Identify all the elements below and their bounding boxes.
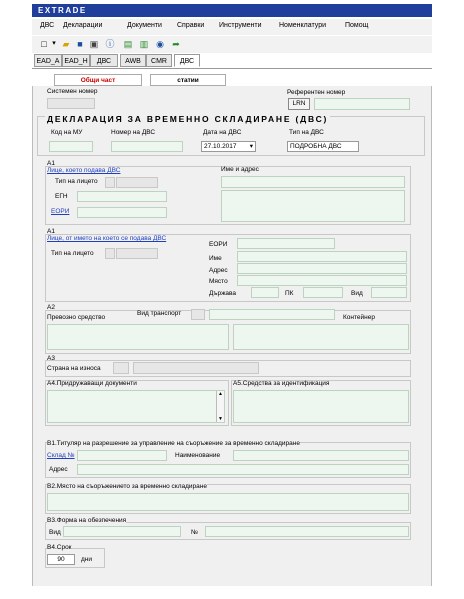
dropdown-icon[interactable]: ▾: [52, 40, 56, 47]
tab-awb[interactable]: AWB: [120, 54, 146, 67]
menu-help[interactable]: Помощ: [345, 22, 369, 29]
print-icon[interactable]: ▣: [89, 39, 99, 49]
behalf-type-label: Вид: [351, 290, 363, 297]
a2-section-label: А2: [47, 304, 55, 311]
scroll-up-icon[interactable]: ▲: [218, 391, 223, 397]
menu-tools[interactable]: Инструменти: [219, 22, 262, 29]
submitter-name-address-label: Име и адрес: [221, 166, 259, 173]
a3-section-label: А3: [47, 355, 55, 362]
b2-label: В2.Място на съоръжението за временно складиране: [47, 483, 207, 490]
tab-items[interactable]: статии: [150, 74, 226, 86]
reference-number-label: Референтен номер: [287, 89, 346, 96]
b1-name-label: Наименование: [175, 452, 221, 459]
export-country-code[interactable]: [113, 362, 129, 374]
warehouse-number-link[interactable]: Склад №: [47, 452, 75, 459]
submitter-person-type-code[interactable]: [105, 177, 115, 188]
behalf-name-field[interactable]: [237, 251, 407, 262]
vehicle-label: Превозно средство: [47, 314, 106, 321]
toolbar: [32, 36, 432, 53]
tab-dvs-active[interactable]: ДВС: [174, 54, 200, 67]
behalf-country-field[interactable]: [251, 287, 279, 298]
dvs-date-value: 27.10.2017: [204, 143, 237, 150]
submitter-person-type-label: Тип на лицето: [55, 178, 98, 185]
term-days-unit: дни: [81, 556, 93, 563]
behalf-pk-label: ПК: [285, 290, 294, 297]
chevron-down-icon[interactable]: ▾: [249, 143, 253, 150]
tab-divider: [32, 68, 432, 69]
submitter-name-field[interactable]: [221, 176, 405, 188]
submitter-egn-label: ЕГН: [55, 193, 68, 200]
mu-code-field[interactable]: [49, 141, 93, 152]
tab-cmr[interactable]: CMR: [146, 54, 172, 67]
behalf-place-field[interactable]: [237, 275, 407, 286]
menu-documents[interactable]: Документи: [127, 22, 162, 29]
behalf-person-type-field[interactable]: [116, 248, 158, 259]
app-title: EXTRADE: [38, 6, 87, 15]
open-folder-icon[interactable]: ▰: [62, 39, 70, 49]
behalf-link[interactable]: Лице, от името на което се подава ДВС: [47, 235, 167, 242]
dvs-date-picker[interactable]: [201, 141, 256, 152]
accompanying-documents-list[interactable]: [47, 390, 225, 423]
tab-general-part[interactable]: Общи част: [54, 74, 142, 86]
lrn-button[interactable]: LRN: [288, 98, 310, 110]
a1-behalf-section-label: А1: [47, 228, 55, 235]
behalf-eori-label: ЕОРИ: [209, 241, 228, 248]
form-panel: [32, 86, 432, 586]
dvs-number-field[interactable]: [111, 141, 183, 152]
transport-type-code[interactable]: [191, 309, 205, 320]
reference-number-field[interactable]: [314, 98, 410, 110]
dvs-number-label: Номер на ДВС: [111, 129, 156, 136]
behalf-place-label: Място: [209, 278, 228, 285]
a1-section-label: А1: [47, 160, 55, 167]
menu-bar: [32, 19, 432, 35]
behalf-person-type-label: Тип на лицето: [51, 250, 94, 257]
b2-location-field[interactable]: [47, 493, 409, 511]
b3-number-label: №: [191, 529, 198, 536]
submitter-address-field[interactable]: [221, 190, 405, 222]
b3-type-field[interactable]: [63, 526, 181, 537]
b4-title: В4.Срок: [47, 544, 72, 551]
b1-name-field[interactable]: [233, 450, 409, 461]
transport-type-label: Вид транспорт: [137, 310, 182, 317]
a5-label: А5.Средства за идентификация: [233, 380, 330, 387]
behalf-eori-field[interactable]: [237, 238, 335, 249]
tab-ead-a[interactable]: EAD_A: [34, 54, 62, 67]
behalf-person-type-code[interactable]: [105, 248, 115, 259]
behalf-type-field[interactable]: [371, 287, 407, 298]
a4-scrollbar[interactable]: [216, 391, 224, 422]
system-number-field: [47, 98, 95, 109]
scroll-down-icon[interactable]: ▼: [218, 416, 223, 422]
tab-dvs[interactable]: ДВС: [90, 54, 118, 67]
info-icon[interactable]: ⓘ: [105, 39, 115, 49]
behalf-address-label: Адрес: [209, 267, 228, 274]
warehouse-number-field[interactable]: [77, 450, 167, 461]
a4-label: А4.Придружаващи документи: [47, 380, 137, 387]
submitter-eori-link[interactable]: ЕОРИ: [51, 208, 70, 215]
dvs-type-label: Тип на ДВС: [289, 129, 324, 136]
term-days-field[interactable]: 90: [47, 554, 75, 565]
menu-dvs[interactable]: ДВС: [40, 22, 55, 29]
declaration-title: ДЕКЛАРАЦИЯ ЗА ВРЕМЕННО СКЛАДИРАНЕ (ДВС): [47, 114, 329, 124]
tab-ead-h[interactable]: EAD_H: [62, 54, 90, 67]
dvs-date-label: Дата на ДВС: [203, 129, 242, 136]
submitter-eori-field[interactable]: [77, 207, 167, 218]
behalf-address-field[interactable]: [237, 263, 407, 274]
save-icon[interactable]: ■: [77, 39, 83, 49]
b3-type-label: Вид: [49, 529, 61, 536]
container-label: Контейнер: [343, 314, 375, 321]
behalf-country-label: Държава: [209, 290, 237, 297]
b1-title: В1.Титуляр на разрешение за управление на съоръжение за временно складиране: [47, 440, 300, 447]
b3-title: В3.Форма на обезпечения: [47, 517, 127, 524]
container-field[interactable]: [233, 324, 409, 350]
submitter-person-type-field[interactable]: [116, 177, 158, 188]
submitter-link[interactable]: Лице, което подава ДВС: [47, 167, 121, 174]
forward-arrow-icon[interactable]: ➦: [172, 39, 180, 49]
b1-address-field[interactable]: [77, 464, 409, 475]
new-document-icon[interactable]: □: [41, 39, 47, 49]
identification-means-field[interactable]: [233, 390, 409, 423]
system-number-label: Системен номер: [47, 88, 98, 95]
mu-code-label: Код на МУ: [51, 129, 83, 136]
b3-number-field[interactable]: [205, 526, 409, 537]
help-icon[interactable]: ◉: [156, 39, 164, 49]
app-title-bar: [32, 4, 432, 17]
transport-type-field[interactable]: [209, 309, 335, 320]
menu-nomenclatures[interactable]: Номенклатури: [279, 22, 326, 29]
submitter-egn-field[interactable]: [77, 191, 167, 202]
vehicle-field[interactable]: [47, 324, 229, 350]
b1-address-label: Адрес: [49, 466, 68, 473]
import-icon[interactable]: ▥: [139, 39, 149, 49]
behalf-pk-field[interactable]: [303, 287, 343, 298]
section-tabs: [32, 74, 432, 86]
export-icon[interactable]: ▤: [123, 39, 133, 49]
export-country-field[interactable]: [133, 362, 259, 374]
export-country-label: Страна на износа: [47, 365, 101, 372]
menu-declarations[interactable]: Декларации: [63, 22, 103, 29]
dvs-type-field[interactable]: ПОДРОБНА ДВС: [287, 141, 359, 152]
menu-reports[interactable]: Справки: [177, 22, 205, 29]
behalf-name-label: Име: [209, 255, 222, 262]
